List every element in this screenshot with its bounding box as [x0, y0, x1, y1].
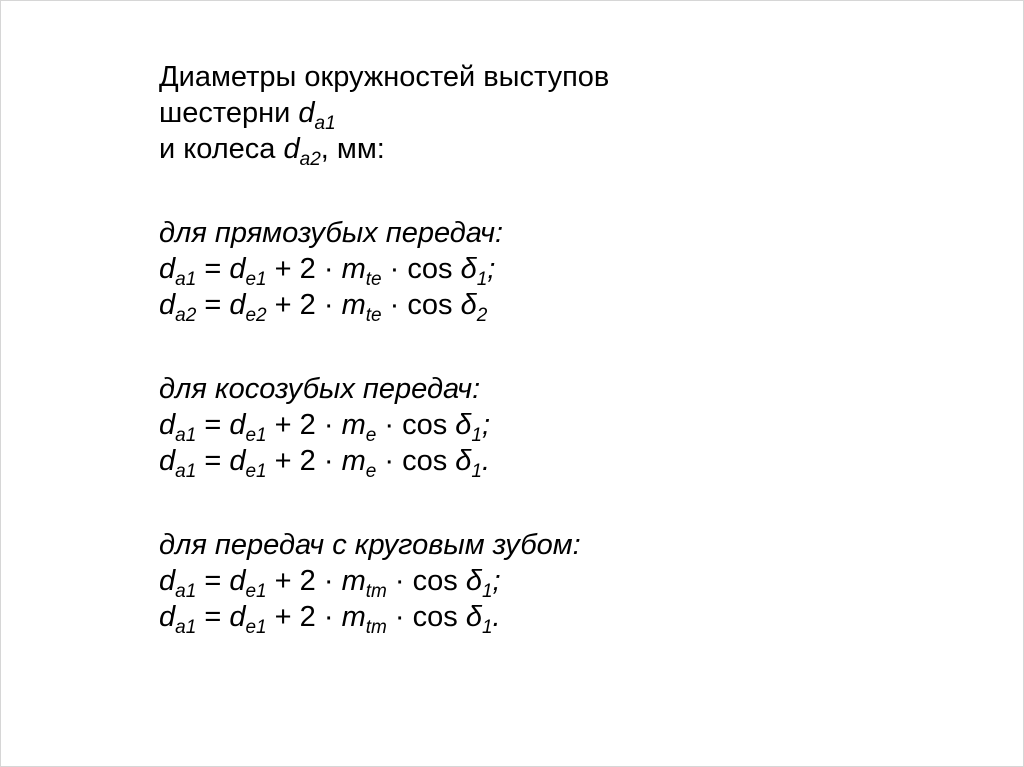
formula-tail: ; [492, 565, 501, 597]
formula-delta: δ [455, 445, 472, 477]
title-line-3 [159, 131, 609, 170]
formula-lhs: d [159, 565, 176, 597]
formula-module: m [341, 289, 366, 321]
formula-eq: = [196, 445, 230, 477]
formula-rhs-sub: e1 [245, 617, 267, 638]
wheel-tip-diameter-sub: a2 [299, 149, 321, 170]
formula-eq: = [196, 253, 230, 285]
formula-delta-sub: 1 [481, 617, 493, 638]
formula-spiral-2 [159, 599, 609, 638]
formula-rhs: d [229, 289, 246, 321]
formula-rhs-sub: e1 [245, 425, 267, 446]
title-line-3-text: и колеса [159, 133, 284, 165]
formula-rhs: d [229, 565, 246, 597]
formula-rhs: d [229, 409, 246, 441]
formula-helical-1 [159, 407, 609, 446]
formula-delta-sub: 2 [476, 305, 488, 326]
formula-cos: · cos [381, 253, 461, 285]
formula-lhs: d [159, 445, 176, 477]
formula-lhs-sub: a2 [175, 305, 197, 326]
formula-plus: + 2 · [266, 289, 342, 321]
formula-rhs-sub: e1 [245, 461, 267, 482]
formula-tail: . [482, 445, 491, 477]
formula-lhs-sub: a1 [175, 617, 197, 638]
formula-delta-sub: 1 [476, 269, 488, 290]
formula-eq: = [196, 289, 230, 321]
formula-cos: · cos [386, 601, 466, 633]
formula-module: m [341, 601, 366, 633]
formula-spur-1 [159, 251, 609, 290]
formula-tail: ; [487, 253, 496, 285]
formula-delta-sub: 1 [471, 461, 482, 482]
formula-lhs-sub: a1 [175, 425, 197, 446]
formula-eq: = [196, 565, 230, 597]
formula-tail: ; [482, 409, 491, 441]
formula-lhs: d [159, 601, 176, 633]
formula-plus: + 2 · [266, 565, 342, 597]
formula-module: m [341, 445, 366, 477]
section-heading-spiral: для передач с круговым зубом: [159, 529, 581, 561]
formula-helical-2 [159, 443, 609, 482]
formula-delta: δ [460, 289, 477, 321]
section-heading-spur: для прямозубых передач: [159, 217, 504, 249]
formula-module-sub: tm [365, 617, 387, 638]
formula-tail: . [492, 601, 501, 633]
formula-eq: = [196, 409, 230, 441]
formula-cos: · cos [376, 409, 456, 441]
formula-module-sub: tm [365, 581, 387, 602]
formula-lhs-sub: a1 [175, 269, 197, 290]
section-heading-helical: для косозубых передач: [159, 373, 481, 405]
formula-delta: δ [465, 601, 482, 633]
formula-module-sub: e [365, 461, 377, 482]
formula-rhs: d [229, 601, 246, 633]
title-line-2 [159, 95, 609, 134]
formula-module: m [341, 253, 366, 285]
formula-module-sub: te [365, 305, 382, 326]
formula-module-sub: e [365, 425, 377, 446]
wheel-tip-diameter-var: d [283, 133, 300, 165]
formula-lhs: d [159, 253, 176, 285]
formula-cos: · cos [376, 445, 456, 477]
formula-module: m [341, 409, 366, 441]
formula-lhs: d [159, 289, 176, 321]
formula-module: m [341, 565, 366, 597]
formula-module-sub: te [365, 269, 382, 290]
formula-rhs-sub: e1 [245, 269, 267, 290]
formula-delta: δ [455, 409, 472, 441]
formula-rhs-sub: e2 [245, 305, 267, 326]
gear-tip-diameter-sub: a1 [314, 113, 336, 134]
formula-plus: + 2 · [266, 253, 342, 285]
formula-delta: δ [460, 253, 477, 285]
formula-cos: · cos [381, 289, 461, 321]
formula-delta-sub: 1 [471, 425, 482, 446]
title-line-2-text: шестерни [159, 97, 299, 129]
formula-cos: · cos [386, 565, 466, 597]
formula-plus: + 2 · [266, 601, 342, 633]
formula-delta-sub: 1 [481, 581, 493, 602]
formula-lhs: d [159, 409, 176, 441]
formula-delta: δ [465, 565, 482, 597]
formula-rhs: d [229, 253, 246, 285]
formula-eq: = [196, 601, 230, 633]
formula-lhs-sub: a1 [175, 581, 197, 602]
formula-lhs-sub: a1 [175, 461, 197, 482]
title-line-3-tail: , мм: [320, 133, 385, 165]
title-line-1: Диаметры окружностей выступов [159, 61, 610, 93]
slide-content [159, 59, 610, 638]
formula-plus: + 2 · [266, 409, 342, 441]
formula-spur-2 [159, 287, 609, 326]
formula-rhs: d [229, 445, 246, 477]
formula-spiral-1 [159, 563, 609, 602]
formula-plus: + 2 · [266, 445, 342, 477]
gear-tip-diameter-var: d [298, 97, 315, 129]
formula-rhs-sub: e1 [245, 581, 267, 602]
